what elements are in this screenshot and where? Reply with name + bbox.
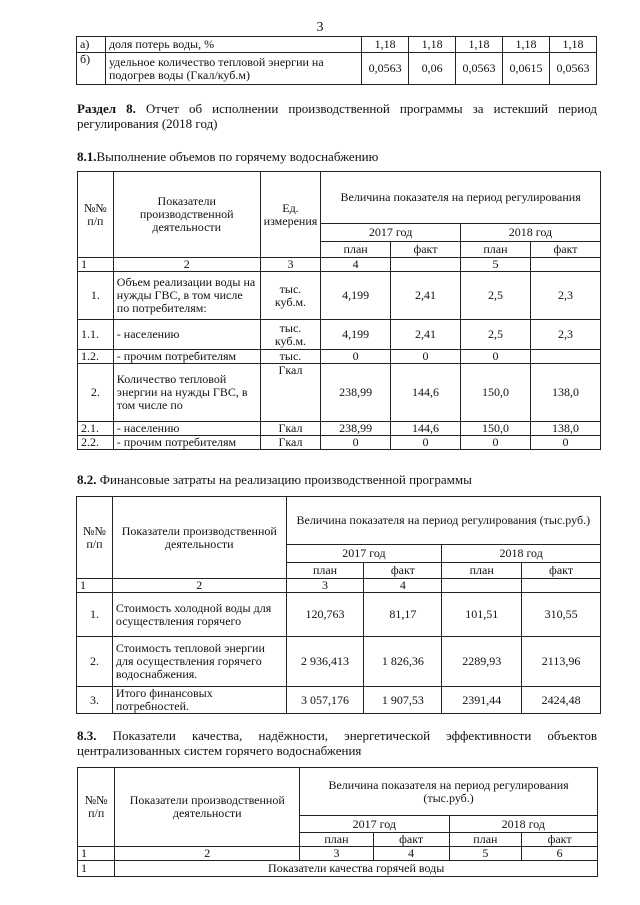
header-value: Величина показателя на период регулирования (тыс.руб.)	[286, 497, 600, 545]
cell: 1.	[78, 272, 114, 320]
cell: 2113,96	[522, 637, 601, 687]
cell: 150,0	[460, 422, 530, 436]
header-name: Показатели производственной деятельности	[115, 768, 300, 847]
index-cell: 3	[300, 847, 374, 861]
cell: 2391,44	[442, 687, 522, 714]
section-8-label: Раздел 8.	[77, 101, 136, 116]
table-row	[77, 687, 601, 714]
table-header-row	[78, 172, 601, 224]
table-row	[77, 53, 597, 85]
index-cell: 1	[78, 258, 114, 272]
cell: доля потерь воды, %	[105, 37, 361, 53]
header-plan: план	[286, 563, 364, 579]
index-cell: 4	[364, 579, 442, 593]
header-name: Показатели производственной деятельности	[112, 497, 286, 579]
header-fact: факт	[522, 833, 598, 847]
cell: 1 907,53	[364, 687, 442, 714]
cell: 2,5	[460, 272, 530, 320]
cell: 81,17	[364, 593, 442, 637]
cell: 1,18	[409, 37, 456, 53]
section-8-3-heading	[77, 728, 597, 758]
header-plan: план	[460, 242, 530, 258]
header-year-2018: 2018 год	[460, 224, 600, 242]
cell: 2,3	[530, 272, 600, 320]
cell: 138,0	[530, 422, 600, 436]
cell: 0,0563	[456, 53, 503, 85]
cell: 1.	[77, 593, 113, 637]
index-cell	[530, 258, 600, 272]
cell: удельное количество тепловой энергии на подогрев воды (Гкал/куб.м)	[105, 53, 361, 85]
page-number: 3	[316, 20, 324, 35]
cell: 1,18	[549, 37, 596, 53]
index-row	[77, 579, 601, 593]
cell: 0,06	[409, 53, 456, 85]
cell	[530, 350, 600, 364]
cell: Количество тепловой энергии на нужды ГВС, в том числе по	[113, 364, 260, 422]
cell: 0,0563	[549, 53, 596, 85]
section-number: 8.2.	[77, 472, 97, 487]
cell: 4,199	[321, 272, 391, 320]
cell: 1,18	[456, 37, 503, 53]
cell: 2424,48	[522, 687, 601, 714]
section-number: 8.1.	[77, 149, 97, 164]
cell: 138,0	[530, 364, 600, 422]
header-num: №№ п/п	[78, 768, 115, 847]
header-plan: план	[442, 563, 522, 579]
section-8-heading	[77, 101, 597, 131]
cell: 2,41	[390, 320, 460, 350]
cell: Гкал	[260, 422, 321, 436]
index-cell: 6	[522, 847, 598, 861]
table-header-row	[77, 497, 601, 545]
header-year-2018: 2018 год	[449, 816, 597, 833]
header-fact: факт	[530, 242, 600, 258]
cell: 0	[390, 350, 460, 364]
cell: 1,18	[362, 37, 409, 53]
cell: 0,0563	[362, 53, 409, 85]
cell: 0	[321, 350, 391, 364]
table-row	[78, 320, 601, 350]
cell: 120,763	[286, 593, 364, 637]
index-cell: 3	[286, 579, 364, 593]
cell: 1,18	[503, 37, 550, 53]
cell: - прочим потребителям	[113, 350, 260, 364]
table-row	[78, 272, 601, 320]
table-row	[78, 436, 601, 450]
table-row	[77, 593, 601, 637]
index-cell: 2	[112, 579, 286, 593]
cell: 3.	[77, 687, 113, 714]
top-table	[76, 36, 597, 85]
cell: 0	[321, 436, 391, 450]
header-value: Величина показателя на период регулирования	[321, 172, 601, 224]
table-8-2	[76, 496, 601, 714]
index-cell: 5	[460, 258, 530, 272]
cell: 1.1.	[78, 320, 114, 350]
header-fact: факт	[390, 242, 460, 258]
cell: 2.	[78, 364, 114, 422]
header-year-2017: 2017 год	[300, 816, 449, 833]
index-cell: 5	[449, 847, 522, 861]
section-title: Финансовые затраты на реализацию производственной программы	[99, 472, 472, 487]
cell: - населению	[113, 320, 260, 350]
cell: 2,3	[530, 320, 600, 350]
section-number: 8.3.	[77, 728, 97, 743]
cell: 150,0	[460, 364, 530, 422]
table-header-row	[78, 768, 598, 816]
cell: Стоимость холодной воды для осуществления горячего	[112, 593, 286, 637]
header-plan: план	[321, 242, 391, 258]
cell: 1	[78, 861, 115, 877]
cell: 1.2.	[78, 350, 114, 364]
header-year-2017: 2017 год	[286, 545, 442, 563]
table-row	[77, 637, 601, 687]
index-row	[78, 258, 601, 272]
index-cell: 2	[113, 258, 260, 272]
header-year-2018: 2018 год	[442, 545, 601, 563]
index-cell: 1	[78, 847, 115, 861]
section-8-2-heading	[77, 472, 597, 487]
cell: Объем реализации воды на нужды ГВС, в том числе по потребителям:	[113, 272, 260, 320]
table-row	[78, 364, 601, 422]
index-cell: 2	[115, 847, 300, 861]
cell: 3 057,176	[286, 687, 364, 714]
cell: Гкал	[260, 436, 321, 450]
index-cell	[522, 579, 601, 593]
table-row	[78, 422, 601, 436]
cell: 310,55	[522, 593, 601, 637]
header-fact: факт	[373, 833, 449, 847]
cell: 1 826,36	[364, 637, 442, 687]
table-row	[78, 350, 601, 364]
cell: 0	[390, 436, 460, 450]
table-row	[77, 37, 597, 53]
cell: 2.	[77, 637, 113, 687]
cell: 2 936,413	[286, 637, 364, 687]
cell: Итого финансовых потребностей.	[112, 687, 286, 714]
index-cell: 1	[77, 579, 113, 593]
cell: тыс. куб.м.	[260, 320, 321, 350]
index-cell: 4	[321, 258, 391, 272]
header-year-2017: 2017 год	[321, 224, 461, 242]
cell: 2,41	[390, 272, 460, 320]
cell: 4,199	[321, 320, 391, 350]
cell: 144,6	[390, 364, 460, 422]
cell: Стоимость тепловой энергии для осуществления горячего водоснабжения.	[112, 637, 286, 687]
header-fact: факт	[364, 563, 442, 579]
header-unit: Ед. измерения	[260, 172, 321, 258]
cell: 0	[460, 436, 530, 450]
cell: 2.1.	[78, 422, 114, 436]
section-8-1-heading	[77, 149, 597, 164]
table-row	[78, 861, 598, 877]
section-title: Показатели качества, надёжности, энергетической эффективности объектов централизованных систем горячего водоснабжения	[77, 728, 597, 758]
cell: 238,99	[321, 364, 391, 422]
header-name: Показатели производственной деятельности	[113, 172, 260, 258]
header-value: Величина показателя на период регулирования (тыс.руб.)	[300, 768, 598, 816]
cell: 2.2.	[78, 436, 114, 450]
cell: б)	[77, 53, 106, 85]
cell: Показатели качества горячей воды	[115, 861, 598, 877]
cell: 0	[530, 436, 600, 450]
cell: - прочим потребителям	[113, 436, 260, 450]
cell: 2289,93	[442, 637, 522, 687]
header-plan: план	[449, 833, 522, 847]
index-cell	[442, 579, 522, 593]
cell: тыс. куб.м.	[260, 272, 321, 320]
cell: 101,51	[442, 593, 522, 637]
cell: 0	[460, 350, 530, 364]
cell: 0,0615	[503, 53, 550, 85]
header-num: №№ п/п	[78, 172, 114, 258]
index-row	[78, 847, 598, 861]
index-cell: 4	[373, 847, 449, 861]
cell: 144,6	[390, 422, 460, 436]
index-cell: 3	[260, 258, 321, 272]
cell: - населению	[113, 422, 260, 436]
header-num: №№ п/п	[77, 497, 113, 579]
table-8-1	[77, 171, 601, 450]
cell: а)	[77, 37, 106, 53]
cell: Гкал	[260, 364, 321, 422]
cell: 2,5	[460, 320, 530, 350]
header-plan: план	[300, 833, 374, 847]
cell: 238,99	[321, 422, 391, 436]
table-8-3	[77, 767, 598, 877]
cell: тыс.	[260, 350, 321, 364]
section-title: Выполнение объемов по горячему водоснабжению	[96, 149, 379, 164]
index-cell	[390, 258, 460, 272]
section-8-text: Отчет об исполнении производственной программы за истекший период регулирования (2018 год)	[77, 101, 597, 131]
header-fact: факт	[522, 563, 601, 579]
